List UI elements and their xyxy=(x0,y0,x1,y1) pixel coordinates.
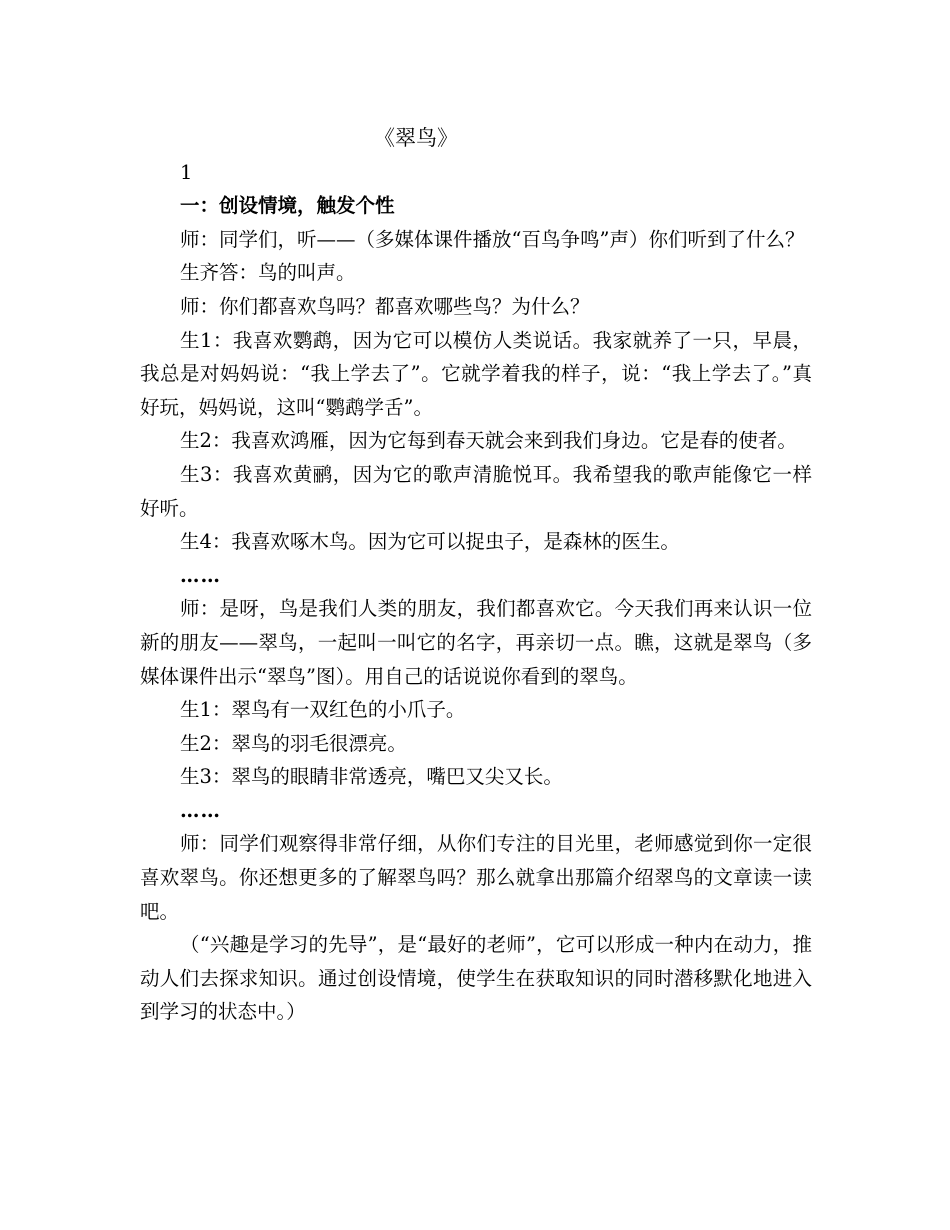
paragraph: 生2：翠鸟的羽毛很漂亮。 xyxy=(180,731,407,755)
paragraph: 生4：我喜欢啄木鸟。因为它可以捉虫子，是森林的医生。 xyxy=(180,530,680,554)
paragraph: 师：你们都喜欢鸟吗？都喜欢哪些鸟？为什么？ xyxy=(180,294,590,318)
paragraph: 生1：我喜欢鹦鹉，因为它可以模仿人类说话。我家就养了一只，早晨，我总是对妈妈说：“我上学去了”。它就学着我的样子，说：“我上学去了。”真好玩，妈妈说，这叫“鹦鹉学舌”。 xyxy=(140,328,812,419)
document-title: 《翠鸟》 xyxy=(374,126,458,150)
paragraph: 生3：翠鸟的眼睛非常透亮，嘴巴又尖又长。 xyxy=(180,765,563,789)
document-body xyxy=(140,122,812,1029)
paragraph: 师：同学们，听——（多媒体课件播放“百鸟争鸣”声）你们听到了什么？ xyxy=(180,227,805,251)
section-heading: 一：创设情境，触发个性 xyxy=(180,194,395,218)
section-number: 1 xyxy=(180,160,193,184)
paragraph: 生齐答：鸟的叫声。 xyxy=(180,261,356,285)
paragraph: （“兴趣是学习的先导”，是“最好的老师”，它可以形成一种内在动力，推动人们去探求知识。通过创设情境，使学生在获取知识的同时潜移默化地进入到学习的状态中。） xyxy=(140,933,812,1024)
ellipsis: …… xyxy=(180,798,221,822)
paragraph: 生2：我喜欢鸿雁，因为它每到春天就会来到我们身边。它是春的使者。 xyxy=(180,429,797,453)
paragraph: 师：是呀，鸟是我们人类的朋友，我们都喜欢它。今天我们再来认识一位新的朋友——翠鸟，一起叫一叫它的名字，再亲切一点。瞧，这就是翠鸟（多媒体课件出示“翠鸟”图）。用自己的话说说你看到的翠鸟。 xyxy=(140,597,812,688)
paragraph: 生3：我喜欢黄鹂，因为它的歌声清脆悦耳。我希望我的歌声能像它一样好听。 xyxy=(140,462,812,520)
paragraph: 生1：翠鸟有一双红色的小爪子。 xyxy=(180,698,466,722)
ellipsis: …… xyxy=(180,563,221,587)
paragraph: 师：同学们观察得非常仔细，从你们专注的目光里，老师感觉到你一定很喜欢翠鸟。你还想更多的了解翠鸟吗？那么就拿出那篇介绍翠鸟的文章读一读吧。 xyxy=(140,832,812,923)
